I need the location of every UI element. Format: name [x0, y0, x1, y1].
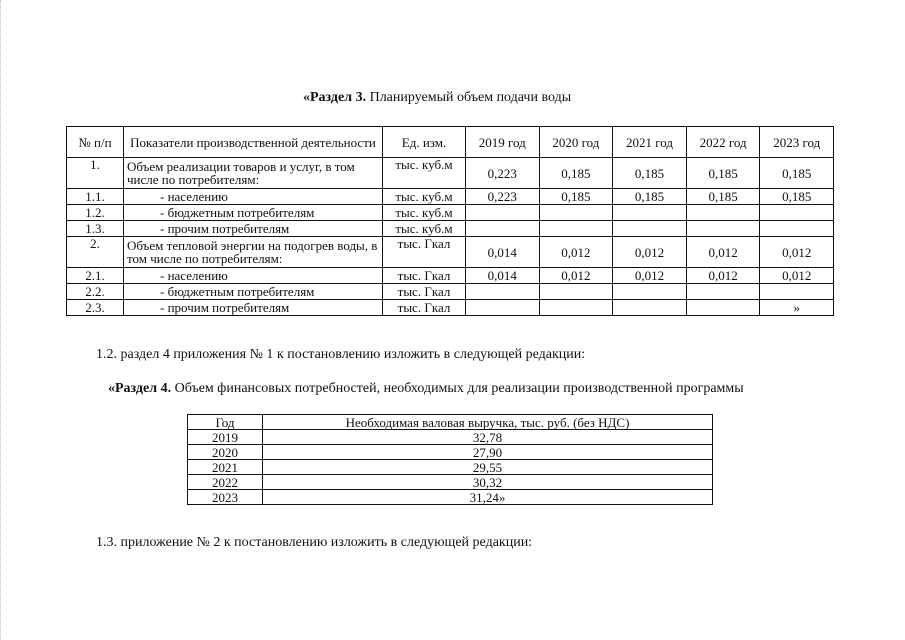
col-header-number: № п/п: [67, 127, 124, 158]
row-value: 0,012: [539, 268, 613, 284]
row-number: 2.1.: [67, 268, 124, 284]
paragraph-1-2: 1.2. раздел 4 приложения № 1 к постановлению изложить в следующей редакции:: [96, 347, 586, 362]
table-row: [67, 158, 834, 189]
revenue-table-body: [188, 430, 713, 505]
table-row: [67, 237, 834, 268]
table-row: [188, 430, 713, 445]
paragraph-1-3: 1.3. приложение № 2 к постановлению изложить в следующей редакции:: [96, 535, 533, 550]
row-unit: тыс. куб.м: [383, 221, 466, 237]
row-value: 0,012: [613, 237, 687, 268]
row-value: 0,012: [760, 237, 834, 268]
row-indicator: - прочим потребителям: [124, 221, 383, 237]
row-number: 2.2.: [67, 284, 124, 300]
row-indicator: - населению: [124, 268, 383, 284]
row-unit: тыс. куб.м: [383, 189, 466, 205]
row-value: [686, 300, 760, 316]
row-value: [613, 221, 687, 237]
row-indicator: Объем тепловой энергии на подогрев воды, в том числе по потребителям:: [124, 237, 383, 268]
row-value: 0,012: [613, 268, 687, 284]
row-value: [613, 300, 687, 316]
revenue-table: [187, 414, 713, 505]
table-row: [188, 475, 713, 490]
section3-heading-text: Планируемый объем подачи воды: [366, 90, 572, 105]
row-value: 0,012: [539, 237, 613, 268]
row-number: 1.3.: [67, 221, 124, 237]
table-row: [188, 490, 713, 505]
row-unit: тыс. Гкал: [383, 300, 466, 316]
row-number: 1.: [67, 158, 124, 189]
row-value: »: [760, 300, 834, 316]
row-value: [539, 300, 613, 316]
row-value: [539, 284, 613, 300]
table-row: [67, 284, 834, 300]
row-year: 2019: [188, 430, 263, 445]
section4-heading: [108, 381, 744, 397]
row-revenue: 29,55: [263, 460, 713, 475]
row-value: [466, 221, 540, 237]
row-value: 0,185: [760, 189, 834, 205]
page-edge-marks: [0, 0, 11, 640]
col-header-2020: 2020 год: [539, 127, 613, 158]
row-value: 0,014: [466, 268, 540, 284]
row-value: [613, 205, 687, 221]
section4-heading-bold: «Раздел 4.: [108, 381, 172, 396]
row-value: 0,012: [686, 268, 760, 284]
row-unit: тыс. Гкал: [383, 237, 466, 268]
col-header-year: Год: [188, 415, 263, 430]
row-year: 2021: [188, 460, 263, 475]
row-unit: тыс. Гкал: [383, 268, 466, 284]
row-number: 2.: [67, 237, 124, 268]
row-value: 0,185: [539, 189, 613, 205]
row-number: 1.1.: [67, 189, 124, 205]
table-header-row: [188, 415, 713, 430]
row-unit: тыс. куб.м: [383, 158, 466, 189]
table-row: [67, 205, 834, 221]
row-value: 0,185: [760, 158, 834, 189]
row-value: [686, 284, 760, 300]
section3-heading-bold: «Раздел 3.: [303, 90, 367, 105]
row-value: 0,014: [466, 237, 540, 268]
table-row: [67, 189, 834, 205]
section3-heading: [303, 90, 571, 106]
row-indicator: Объем реализации товаров и услуг, в том числе по потребителям:: [124, 158, 383, 189]
table-row: [67, 221, 834, 237]
row-value: 0,223: [466, 158, 540, 189]
row-value: 0,185: [613, 189, 687, 205]
row-revenue: 30,32: [263, 475, 713, 490]
col-header-2023: 2023 год: [760, 127, 834, 158]
row-value: [466, 205, 540, 221]
row-revenue: 32,78: [263, 430, 713, 445]
row-number: 2.3.: [67, 300, 124, 316]
row-value: [760, 205, 834, 221]
row-year: 2023: [188, 490, 263, 505]
col-header-revenue: Необходимая валовая выручка, тыс. руб. (без НДС): [263, 415, 713, 430]
row-value: 0,012: [760, 268, 834, 284]
col-header-2022: 2022 год: [686, 127, 760, 158]
table-row: [188, 445, 713, 460]
row-revenue: 31,24»: [263, 490, 713, 505]
row-value: 0,185: [686, 189, 760, 205]
row-indicator: - населению: [124, 189, 383, 205]
row-value: [539, 221, 613, 237]
row-value: 0,185: [539, 158, 613, 189]
col-header-2021: 2021 год: [613, 127, 687, 158]
row-unit: тыс. Гкал: [383, 284, 466, 300]
row-indicator: - прочим потребителям: [124, 300, 383, 316]
row-value: [760, 221, 834, 237]
row-value: [686, 205, 760, 221]
row-indicator: - бюджетным потребителям: [124, 284, 383, 300]
row-number: 1.2.: [67, 205, 124, 221]
row-unit: тыс. куб.м: [383, 205, 466, 221]
row-year: 2022: [188, 475, 263, 490]
row-value: [466, 284, 540, 300]
table-header-row: [67, 127, 834, 158]
col-header-unit: Ед. изм.: [383, 127, 466, 158]
row-value: [613, 284, 687, 300]
row-value: [466, 300, 540, 316]
row-value: [760, 284, 834, 300]
row-value: 0,185: [613, 158, 687, 189]
row-value: 0,012: [686, 237, 760, 268]
col-header-indicator: Показатели производственной деятельности: [124, 127, 383, 158]
water-supply-table: [66, 126, 834, 316]
table-row: [188, 460, 713, 475]
water-supply-table-body: [67, 158, 834, 316]
row-value: 0,185: [686, 158, 760, 189]
col-header-2019: 2019 год: [466, 127, 540, 158]
row-value: [539, 205, 613, 221]
row-value: [686, 221, 760, 237]
row-year: 2020: [188, 445, 263, 460]
section4-heading-text: Объем финансовых потребностей, необходимых для реализации производственной программы: [171, 381, 744, 396]
table-row: [67, 268, 834, 284]
row-value: 0,223: [466, 189, 540, 205]
table-row: [67, 300, 834, 316]
row-revenue: 27,90: [263, 445, 713, 460]
row-indicator: - бюджетным потребителям: [124, 205, 383, 221]
